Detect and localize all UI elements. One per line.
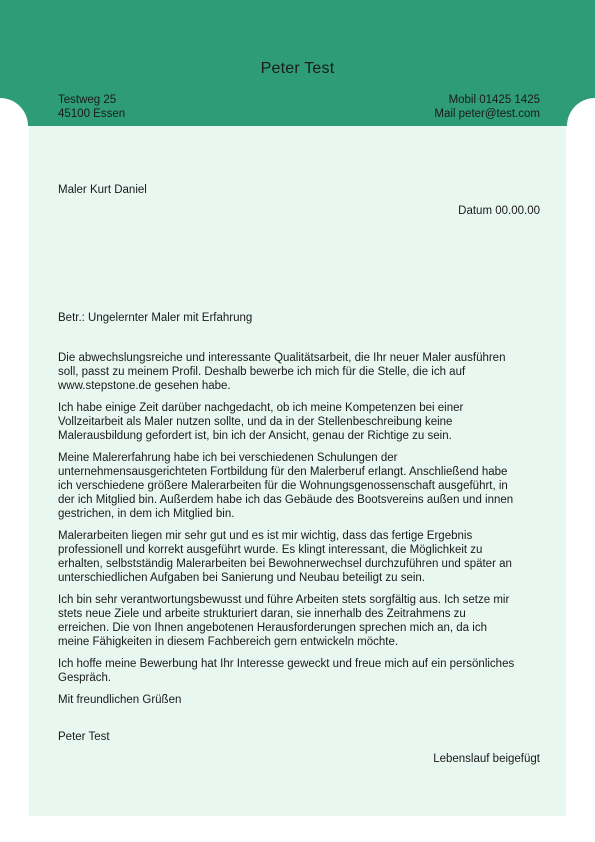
enclosure-note: Lebenslauf beigefügt <box>433 753 540 765</box>
paragraph-line: unternehmensausgerichteten Fortbildung für den Malerberuf erlangt. Anschließend habe <box>58 466 508 478</box>
address-city: 45100 Essen <box>58 108 126 120</box>
paragraph-line: unterschiedlichen Aufgaben bei Sanierung und Neubau beteiligt zu sein. <box>58 572 425 584</box>
paragraph-line: Ich bin sehr verantwortungsbewusst und führe Arbeiten stets sorgfältig aus. Ich setze mir <box>58 594 510 606</box>
body-paragraph <box>58 593 543 649</box>
paragraph-line: professionell und korrekt ausgeführt wurde. Es klingt interessant, die Möglichkeit zu <box>58 544 483 556</box>
paragraph-line: erreichen. Die von Ihnen angebotenen Herausforderungen sprechen mich an, da ich <box>58 622 487 634</box>
body-paragraph <box>58 351 543 393</box>
sender-contact <box>434 93 540 121</box>
letter-body <box>58 351 543 715</box>
paragraph-line: Die abwechslungsreiche und interessante Qualitätsarbeit, die Ihr neuer Maler ausführen <box>58 352 506 364</box>
paragraph-line: erhalten, selbstständig Malerarbeiten bei Bewohnerwechsel durchzuführen und später an <box>58 558 512 570</box>
paragraph-line: der ich Mitglied bin. Außerdem habe ich das Gebäude des Bootsvereins außen und innen <box>58 494 514 506</box>
body-paragraph <box>58 657 543 685</box>
paragraph-line: Gespräch. <box>58 672 112 684</box>
paragraph-line: Meine Malererfahrung habe ich bei verschiedenen Schulungen der <box>58 452 398 464</box>
body-paragraph <box>58 401 543 443</box>
paragraph-line: stets neue Ziele und arbeite strukturiert daran, sie innerhalb des Zeitrahmens zu <box>58 608 466 620</box>
paragraph-line: Mit freundlichen Grüßen <box>58 694 182 706</box>
paragraph-line: Ich habe einige Zeit darüber nachgedacht, ob ich meine Kompetenzen bei einer <box>58 402 464 414</box>
paragraph-line: soll, passt zu meinem Profil. Deshalb bewerbe ich mich für die Stelle, die ich auf <box>58 366 466 378</box>
address-street: Testweg 25 <box>58 94 117 106</box>
letter-subject: Betr.: Ungelernter Maler mit Erfahrung <box>58 312 253 324</box>
paragraph-line: Ich hoffe meine Bewerbung hat Ihr Interesse geweckt und freue mich auf ein persönliches <box>58 658 515 670</box>
signature-name: Peter Test <box>58 731 110 743</box>
paragraph-line: gestrichen, in dem ich Mitglied bin. <box>58 508 235 520</box>
email-address: Mail peter@test.com <box>434 108 540 120</box>
phone-number: Mobil 01425 1425 <box>448 94 540 106</box>
paragraph-line: ich verschiedene größere Malerarbeiten für die Wohnungsgenossenschaft ausgeführt, in <box>58 480 508 492</box>
paragraph-line: Vollzeitarbeit als Maler nutzen sollte, und da in der Stellenbeschreibung keine <box>58 416 453 428</box>
paragraph-line: www.stepstone.de gesehen habe. <box>58 380 231 392</box>
paragraph-line: meine Fähigkeiten in diesem Fachbereich gern entwickeln möchte. <box>58 636 399 648</box>
letter-date: Datum 00.00.00 <box>458 205 540 217</box>
sender-name: Peter Test <box>260 60 335 77</box>
recipient-name: Maler Kurt Daniel <box>58 184 147 196</box>
body-paragraph <box>58 451 543 521</box>
body-paragraph <box>58 529 543 585</box>
body-paragraph <box>58 693 543 707</box>
paragraph-line: Malerarbeiten liegen mir sehr gut und es ist mir wichtig, dass das fertige Ergebnis <box>58 530 473 542</box>
sender-address <box>58 93 125 121</box>
paragraph-line: Malerausbildung gefordert ist, bin ich der Ansicht, genau der Richtige zu sein. <box>58 430 452 442</box>
